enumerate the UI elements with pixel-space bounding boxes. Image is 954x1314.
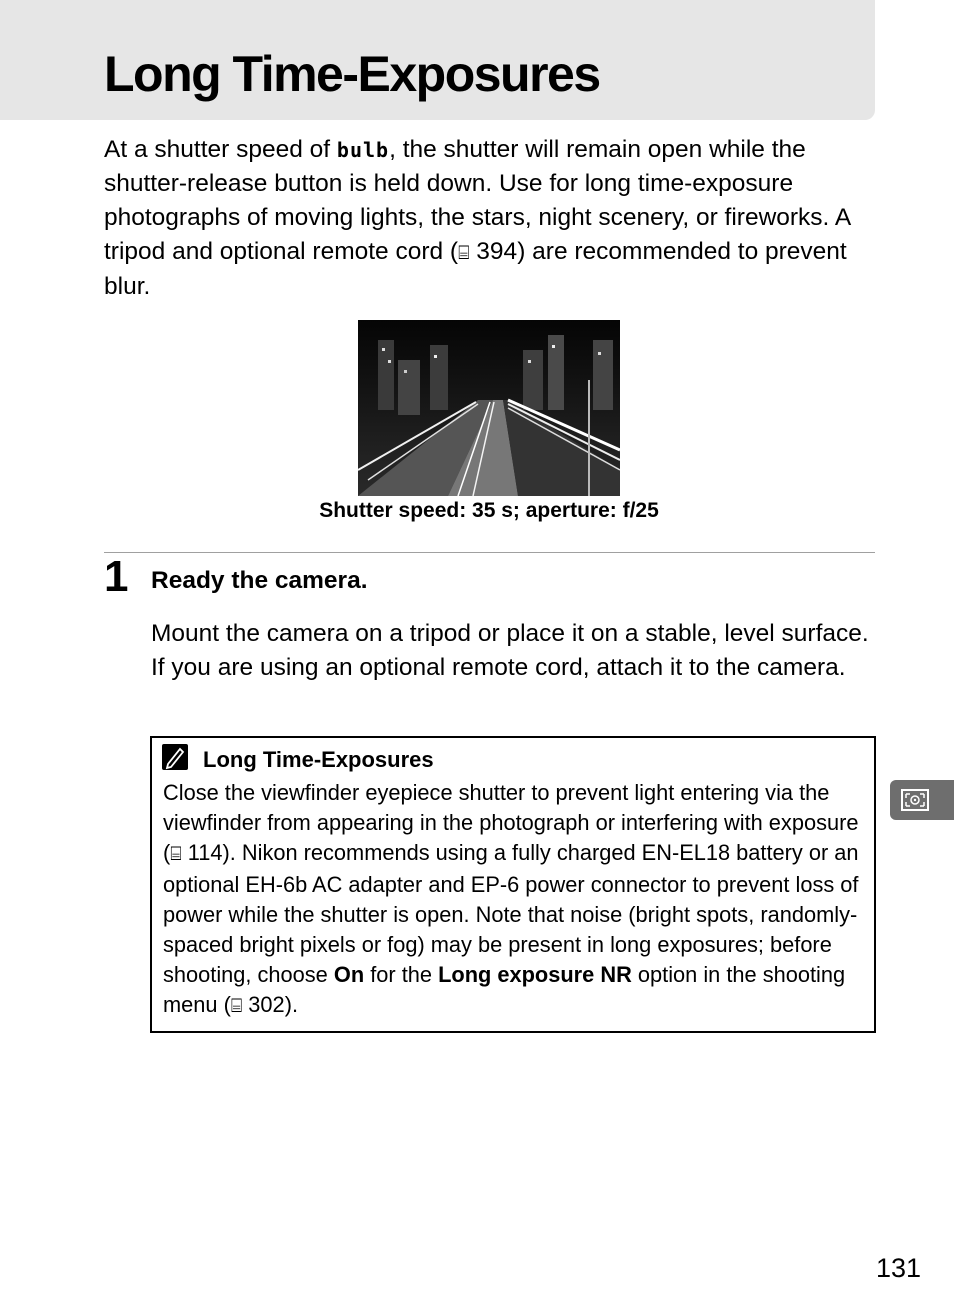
- note-ref-1[interactable]: 114: [181, 840, 223, 866]
- intro-ref-page[interactable]: 394: [469, 238, 518, 265]
- note-text-4: option in the shooting menu (: [163, 962, 846, 1018]
- photo-illustration: [358, 320, 620, 496]
- note-text-1: Close the viewfinder eyepiece shutter to prevent light entering via the viewfinder from appearing in the photograph or interfering with exposure (: [163, 780, 859, 866]
- on-label: On: [333, 962, 365, 988]
- intro-text-3: ) are recommended to prevent blur.: [104, 238, 847, 300]
- step-title: Ready the camera.: [151, 567, 368, 594]
- photo-caption: Shutter speed: 35 s; aperture: f/25: [319, 499, 659, 522]
- note-body: [163, 778, 868, 1022]
- book-icon: ⌸: [170, 843, 182, 866]
- step-number: 1: [104, 552, 129, 601]
- exposure-mode-icon: [890, 780, 954, 820]
- page-title: Long Time-Exposures: [104, 46, 600, 102]
- intro-paragraph: [104, 133, 874, 304]
- intro-text-1: At a shutter speed of: [104, 136, 337, 163]
- intro-text-2: , the shutter will remain open while the shutter-release button is held down. Use for long time-exposure photographs of moving lights, the stars, night scenery, or fireworks. A tripod and optional remote cord (: [104, 136, 850, 265]
- chapter-side-tab[interactable]: [890, 780, 954, 820]
- bulb-setting-label: bulb: [336, 138, 390, 162]
- book-icon: ⌸: [230, 995, 243, 1018]
- note-text-2: ). Nikon recommends using a fully charged EN-EL18 battery or an optional EH-6b AC adapter and EP-6 power connector to prevent loss of power while the shutter is open. Note that noise (bright spots, randomly-spaced bright pixels or fog) may be present in long exposures; before shooting, choose: [163, 840, 859, 988]
- note-text-3: for the: [364, 962, 439, 988]
- long-exposure-nr-label: Long exposure NR: [438, 962, 632, 988]
- pencil-note-icon: [162, 744, 188, 770]
- step-body: Mount the camera on a tripod or place it on a stable, level surface. If you are using an optional remote cord, attach it to the camera.: [151, 620, 869, 681]
- note-text-5: ).: [284, 992, 299, 1018]
- note-box: [150, 736, 876, 1033]
- page-number: 131: [876, 1253, 922, 1283]
- note-ref-2[interactable]: 302: [242, 992, 285, 1018]
- book-icon: ⌸: [458, 242, 470, 264]
- night-highway-photo: [358, 320, 620, 496]
- note-title: Long Time-Exposures: [203, 747, 434, 772]
- section-divider: [104, 552, 875, 553]
